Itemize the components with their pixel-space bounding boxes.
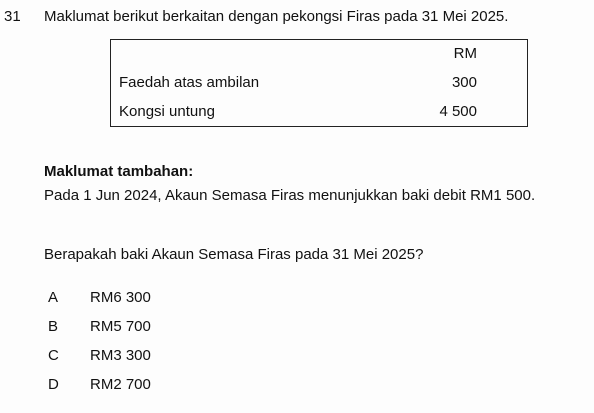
option-letter: B	[48, 318, 59, 335]
info-row-value: 4 500	[439, 103, 477, 120]
option-letter: D	[48, 376, 59, 393]
question-stem: Maklumat berikut berkaitan dengan pekongsi Firas pada 31 Mei 2025.	[44, 8, 509, 25]
info-row-label: Kongsi untung	[119, 103, 215, 120]
additional-info-text: Pada 1 Jun 2024, Akaun Semasa Firas menunjukkan baki debit RM1 500.	[44, 187, 536, 204]
option-text: RM5 700	[90, 318, 151, 335]
info-row-value: 300	[451, 74, 477, 91]
option-d[interactable]	[48, 376, 151, 393]
option-c[interactable]	[48, 347, 151, 364]
question-text: Berapakah baki Akaun Semasa Firas pada 31 Mei 2025?	[44, 246, 424, 263]
info-row-label: Faedah atas ambilan	[119, 74, 260, 91]
additional-info-title: Maklumat tambahan:	[44, 163, 194, 180]
option-a[interactable]	[48, 289, 151, 306]
option-text: RM3 300	[90, 347, 151, 364]
info-table-header: RM	[453, 45, 477, 62]
option-letter: C	[48, 347, 59, 364]
option-text: RM6 300	[90, 289, 151, 306]
question-number: 31	[4, 8, 21, 25]
option-letter: A	[48, 289, 59, 306]
info-table	[110, 39, 528, 127]
option-text: RM2 700	[90, 376, 151, 393]
option-b[interactable]	[48, 318, 151, 335]
